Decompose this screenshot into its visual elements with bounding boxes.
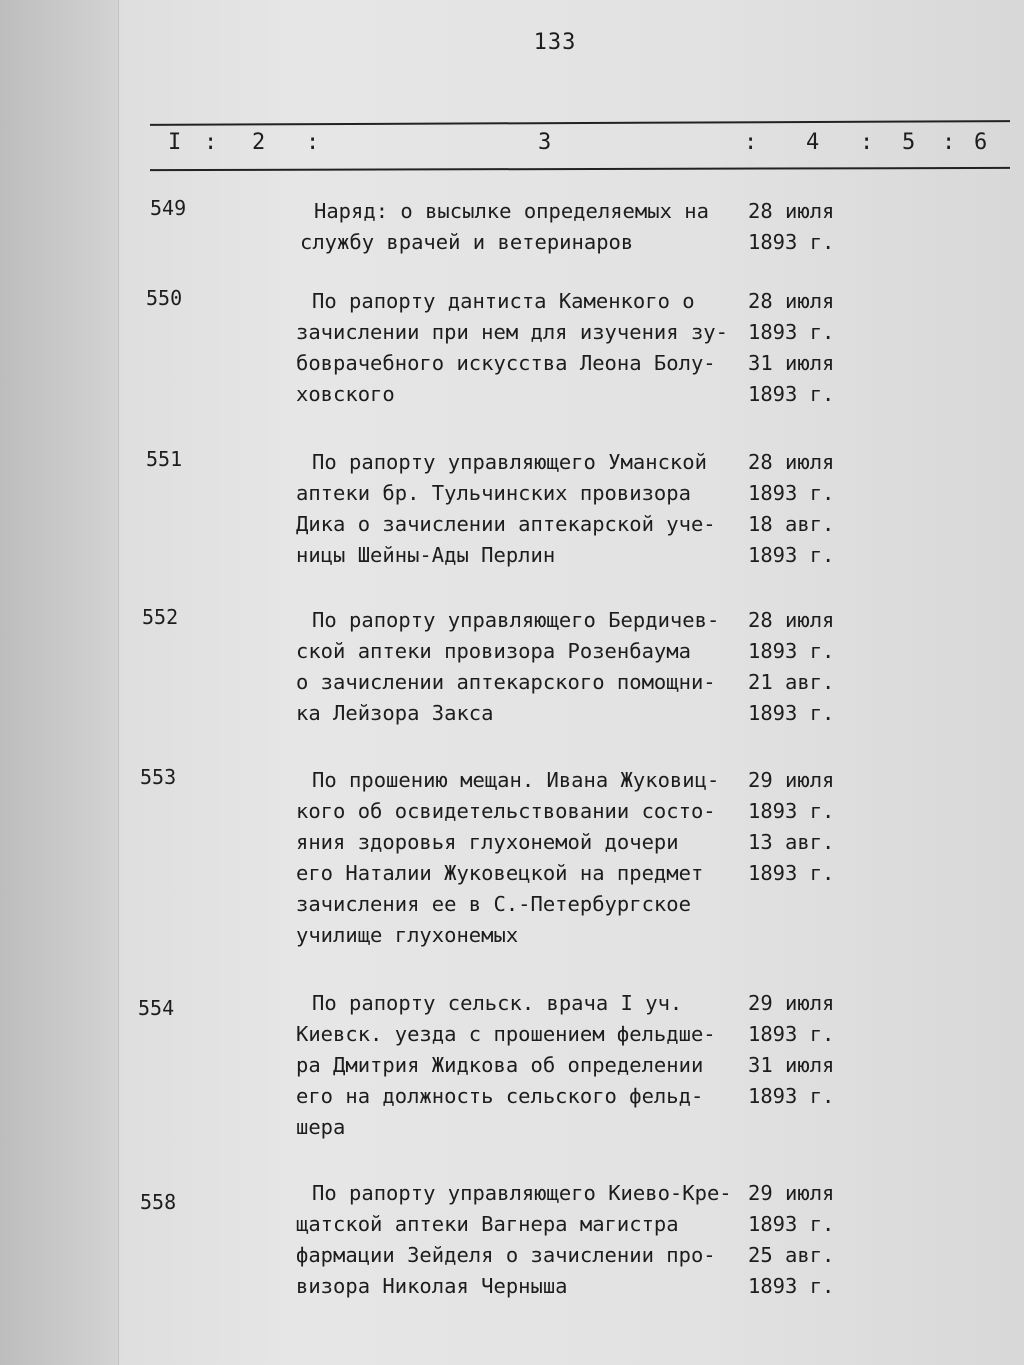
column-separator: : xyxy=(306,130,320,155)
entry-number: 552 xyxy=(142,605,179,629)
entry-description: По прошению мещан. Ивана Жуковиц- кого об освидетельствовании состо- яния здоровья глухонемой дочери его Наталии Жуковецкой на предмет зачисления ее в С.-Петербургское училище глухонемых xyxy=(296,768,720,947)
entry-dates: 29 июля 1893 г. 25 авг. 1893 г. xyxy=(748,1181,835,1298)
column-header-3: 3 xyxy=(538,130,552,155)
entry-dates: 28 июля 1893 г. 31 июля 1893 г. xyxy=(748,289,835,406)
entry-description: Наряд: о высылке определяемых на службу врачей и ветеринаров xyxy=(300,199,709,254)
column-header-5: 5 xyxy=(902,130,916,155)
facing-page-edge xyxy=(0,0,119,1365)
column-header-6: 6 xyxy=(974,130,988,155)
entry-dates: 29 июля 1893 г. 13 авг. 1893 г. xyxy=(748,768,835,885)
entry-description: По рапорту сельск. врача I уч. Киевск. уезда с прошением фельдше- ра Дмитрия Жидкова об определении его на должность сельского фельд- шера xyxy=(296,991,716,1139)
column-separator: : xyxy=(744,130,758,155)
entry-number: 551 xyxy=(146,447,183,471)
entry-dates: 28 июля 1893 г. xyxy=(748,199,835,254)
column-header-2: 2 xyxy=(252,130,266,155)
entry-number: 558 xyxy=(140,1190,177,1214)
entry-number: 553 xyxy=(140,765,177,789)
column-header-4: 4 xyxy=(806,130,820,155)
column-header-1: I xyxy=(168,130,182,155)
entry-number: 550 xyxy=(146,286,183,310)
entry-dates: 28 июля 1893 г. 21 авг. 1893 г. xyxy=(748,608,835,725)
entry-description: По рапорту управляющего Бердичев- ской аптеки провизора Розенбаума о зачислении аптекарского помощни- ка Лейзора Закса xyxy=(296,608,720,725)
entry-description: По рапорту управляющего Уманской аптеки бр. Тульчинских провизора Дика о зачислении аптекарской уче- ницы Шейны-Ады Перлин xyxy=(296,450,716,567)
column-separator: : xyxy=(204,130,218,155)
header-rule-bottom xyxy=(150,167,1010,171)
entry-number: 549 xyxy=(150,196,187,220)
entry-dates: 28 июля 1893 г. 18 авг. 1893 г. xyxy=(748,450,835,567)
column-separator: : xyxy=(860,130,874,155)
entry-dates: 29 июля 1893 г. 31 июля 1893 г. xyxy=(748,991,835,1108)
page-number: 133 xyxy=(533,30,577,55)
entry-number: 554 xyxy=(138,996,175,1020)
column-separator: : xyxy=(942,130,956,155)
entry-description: По рапорту управляющего Киево-Кре- щатской аптеки Вагнера магистра фармации Зейделя о зачислении про- визора Николая Черныша xyxy=(296,1181,732,1298)
header-rule-top xyxy=(150,120,1010,126)
entry-description: По рапорту дантиста Каменкого о зачислении при нем для изучения зу- боврачебного искусства Леона Болу- ховского xyxy=(296,289,728,406)
